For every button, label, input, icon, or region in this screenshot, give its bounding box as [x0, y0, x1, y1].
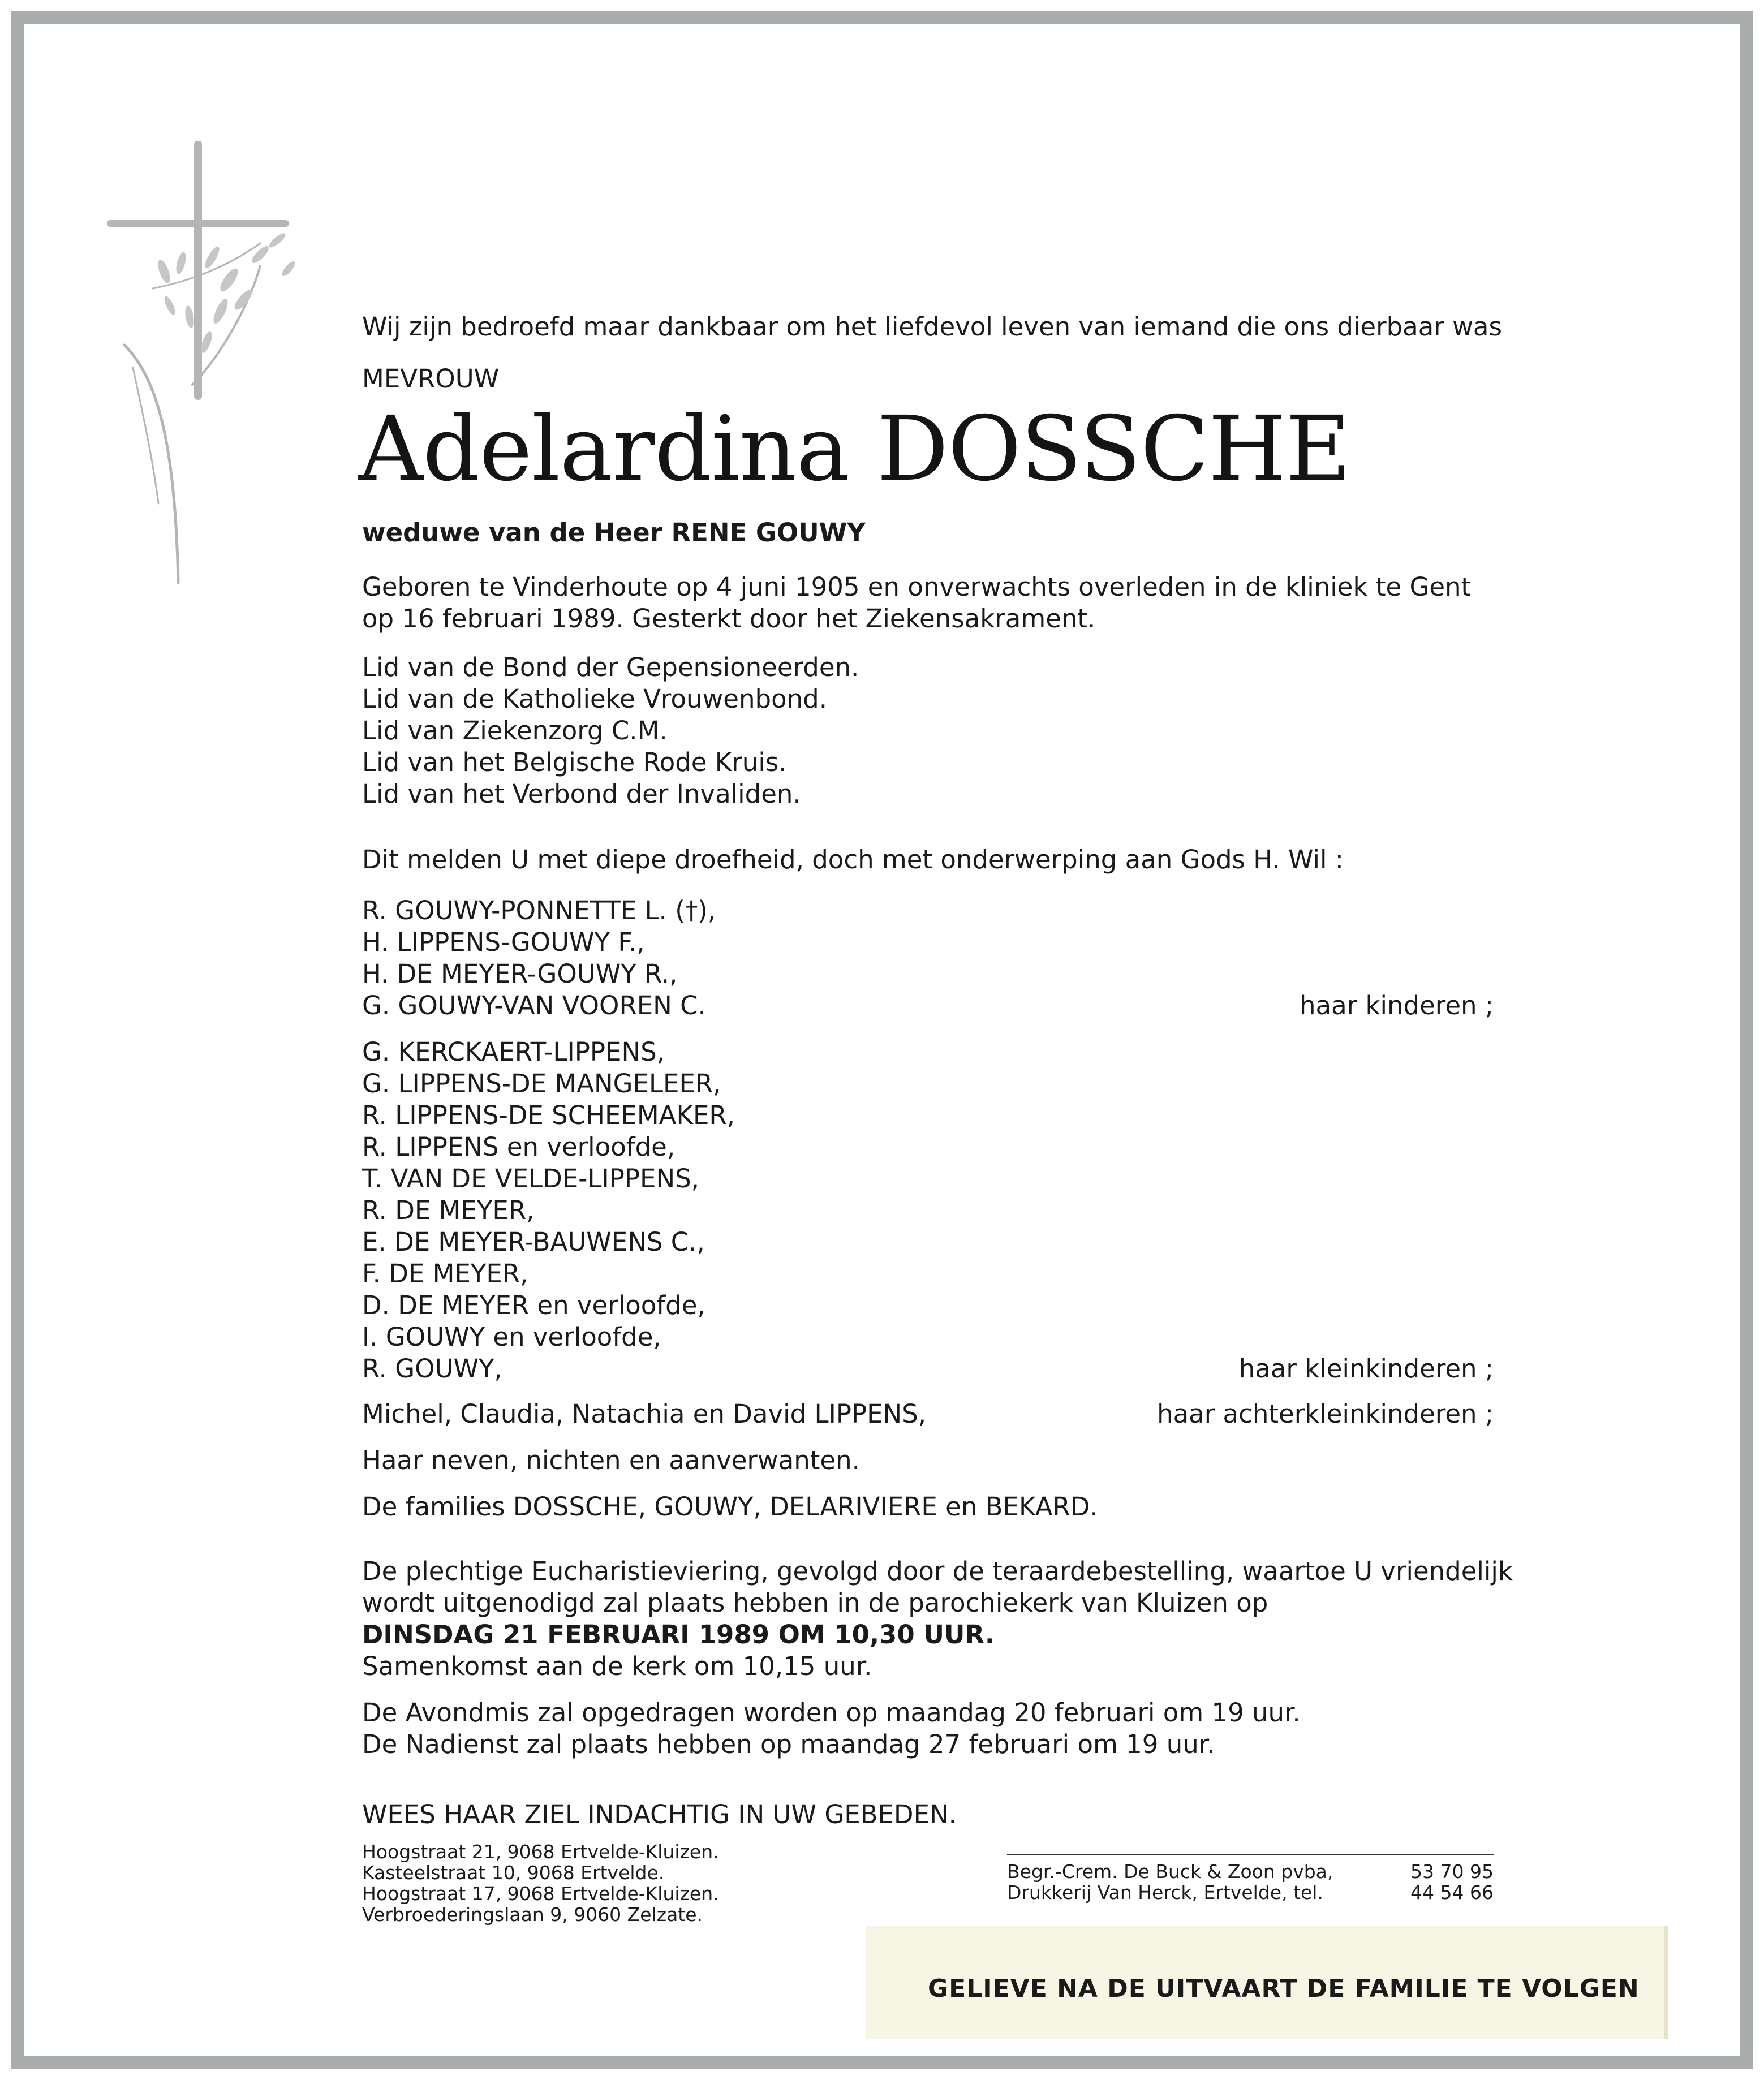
- deceased-name: Adelardina DOSSCHE: [359, 397, 1350, 501]
- text-line: De Nadienst zal plaats hebben op maandag 27 februari om 19 uur.: [362, 1729, 1215, 1759]
- great-grandchildren-row: [362, 1398, 1494, 1430]
- relation-label: haar kinderen ;: [1300, 991, 1494, 1020]
- text-line: De plechtige Eucharistieviering, gevolgd door de teraardebestelling, waartoe U vriendelijk: [362, 1556, 1513, 1586]
- list-item: G. KERCKAERT-LIPPENS,: [362, 1037, 665, 1067]
- membership-item: Lid van de Katholieke Vrouwenbond.: [362, 684, 827, 714]
- grandchildren-list: [362, 1036, 1494, 1385]
- family-addresses: [362, 1841, 719, 1925]
- list-item: G. LIPPENS-DE MANGELEER,: [362, 1069, 721, 1099]
- intro-line: Wij zijn bedroefd maar dankbaar om het liefdevol leven van iemand die ons dierbaar was: [362, 312, 1502, 342]
- printer-phone: 44 54 66: [1410, 1881, 1494, 1904]
- list-item: R. LIPPENS-DE SCHEEMAKER,: [362, 1100, 735, 1130]
- text-line: wordt uitgenodigd zal plaats hebben in de parochiekerk van Kluizen op: [362, 1588, 1268, 1618]
- prayer-line: WEES HAAR ZIEL INDACHTIG IN UW GEBEDEN.: [362, 1799, 957, 1829]
- list-item: R. GOUWY-PONNETTE L. (†),: [362, 895, 716, 925]
- membership-item: Lid van Ziekenzorg C.M.: [362, 716, 668, 746]
- cross-icon: [91, 141, 362, 594]
- membership-item: Lid van het Verbond der Invaliden.: [362, 779, 801, 809]
- list-item: E. DE MEYER-BAUWENS C.,: [362, 1227, 705, 1257]
- announcement: Dit melden U met diepe droefheid, doch met onderwerping aan Gods H. Wil :: [362, 845, 1344, 875]
- printer-name: Drukkerij Van Herck, Ertvelde, tel.: [1007, 1881, 1323, 1904]
- printer-phone: 53 70 95: [1410, 1861, 1494, 1883]
- list-item: T. VAN DE VELDE-LIPPENS,: [362, 1164, 699, 1194]
- list-item: H. LIPPENS-GOUWY F.,: [362, 927, 645, 957]
- list-item: R. LIPPENS en verloofde,: [362, 1132, 676, 1162]
- address-line: Verbroederingslaan 9, 9060 Zelzate.: [362, 1904, 703, 1926]
- list-item: F. DE MEYER,: [362, 1259, 528, 1289]
- list-item: I. GOUWY en verloofde,: [362, 1322, 661, 1352]
- service-date: DINSDAG 21 FEBRUARI 1989 OM 10,30 UUR.: [362, 1620, 995, 1650]
- list-item: R. DE MEYER,: [362, 1195, 535, 1225]
- relatives-line: Haar neven, nichten en aanverwanten.: [362, 1445, 860, 1475]
- widow-of: weduwe van de Heer RENE GOUWY: [362, 518, 866, 548]
- printer-name: Begr.-Crem. De Buck & Zoon pvba,: [1007, 1861, 1333, 1883]
- address-line: Kasteelstraat 10, 9068 Ertvelde.: [362, 1862, 665, 1884]
- relation-label: haar achterkleinkinderen ;: [1157, 1399, 1494, 1429]
- printer-info: [1007, 1854, 1494, 1903]
- memberships: [362, 652, 1494, 810]
- honorific: MEVROUW: [362, 364, 500, 394]
- text-line: Geboren te Vinderhoute op 4 juni 1905 en onverwachts overleden in de kliniek te Gent: [362, 572, 1472, 602]
- list-item: R. GOUWY,: [362, 1354, 502, 1384]
- notice-body: [359, 311, 1513, 1831]
- list-item: D. DE MEYER en verloofde,: [362, 1290, 705, 1320]
- children-list: [362, 895, 1494, 1022]
- banner-text: GELIEVE NA DE UITVAART DE FAMILIE TE VOLGEN: [928, 1974, 1640, 2003]
- relation-label: haar kleinkinderen ;: [1238, 1354, 1494, 1384]
- membership-item: Lid van de Bond der Gepensioneerden.: [362, 652, 859, 682]
- families-line: De families DOSSCHE, GOUWY, DELARIVIERE en BEKARD.: [362, 1492, 1098, 1522]
- text-line: De Avondmis zal opgedragen worden op maandag 20 februari om 19 uur.: [362, 1698, 1301, 1728]
- membership-item: Lid van het Belgische Rode Kruis.: [362, 747, 787, 777]
- mass-info: [362, 1697, 1494, 1760]
- gathering-time: Samenkomst aan de kerk om 10,15 uur.: [362, 1651, 872, 1681]
- list-item: G. GOUWY-VAN VOOREN C.: [362, 991, 706, 1020]
- address-line: Hoogstraat 17, 9068 Ertvelde-Kluizen.: [362, 1883, 719, 1905]
- list-item: Michel, Claudia, Natachia en David LIPPENS,: [362, 1399, 927, 1429]
- address-line: Hoogstraat 21, 9068 Ertvelde-Kluizen.: [362, 1841, 719, 1863]
- text-line: op 16 februari 1989. Gesterkt door het Ziekensakrament.: [362, 604, 1096, 634]
- list-item: H. DE MEYER-GOUWY R.,: [362, 959, 678, 989]
- follow-family-banner: [866, 1926, 1668, 2039]
- service-info: [362, 1556, 1513, 1682]
- birth-death-info: [362, 571, 1494, 635]
